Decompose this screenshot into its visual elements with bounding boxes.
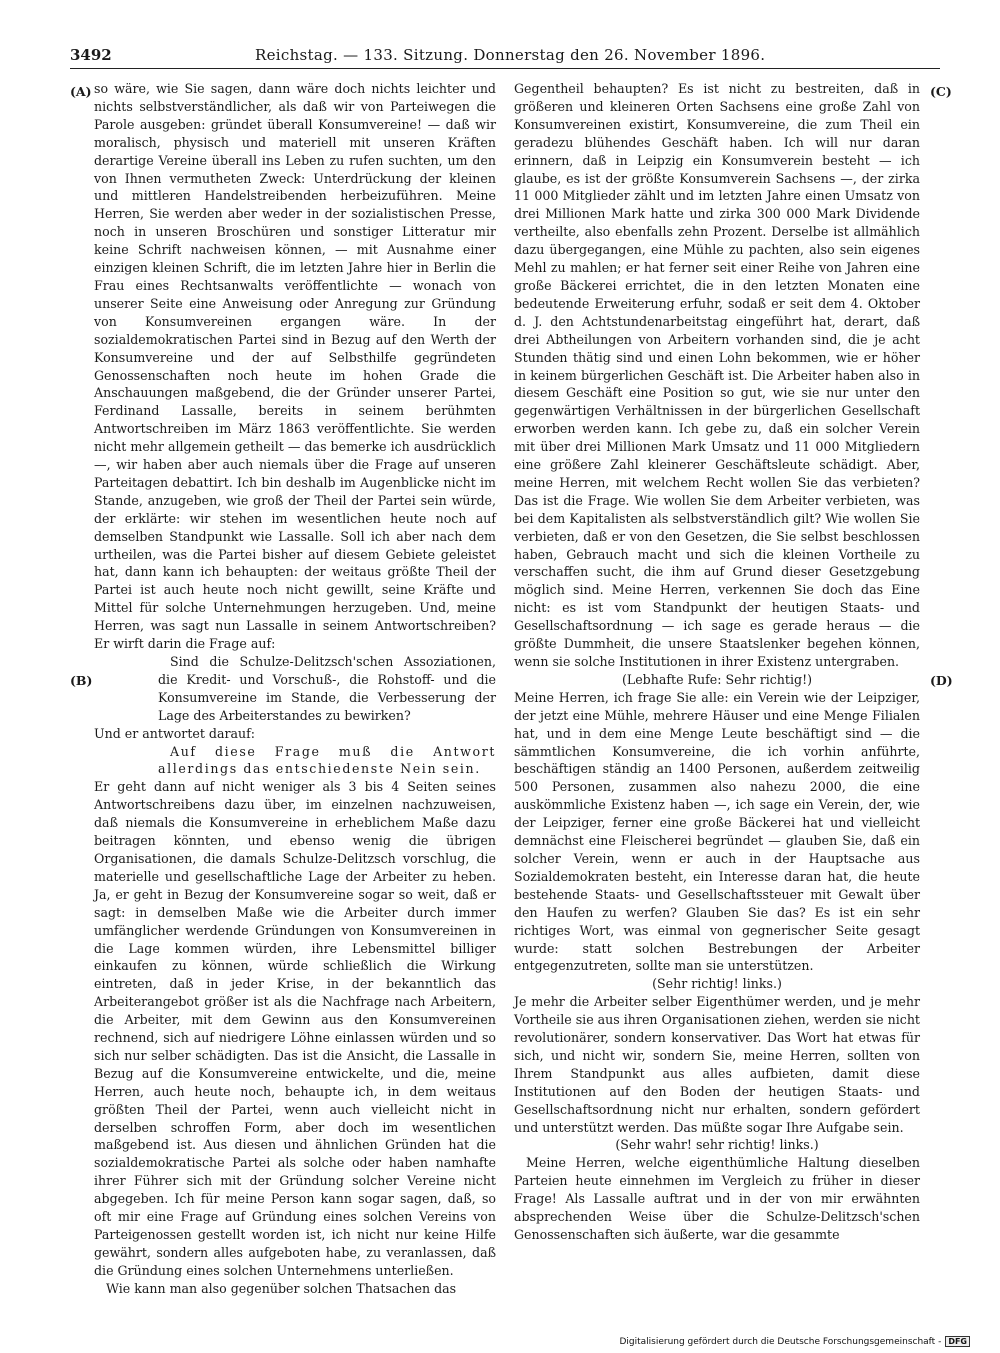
footer <box>619 1336 970 1347</box>
page-header <box>70 44 940 69</box>
page-title: Reichstag. — 133. Sitzung. Donnerstag den 26. November 1896. <box>255 46 766 64</box>
interjection: (Sehr richtig! links.) <box>652 976 782 992</box>
left-column <box>94 80 496 1298</box>
interjection: (Sehr wahr! sehr richtig! links.) <box>615 1137 819 1153</box>
paragraph: Er geht dann auf nicht weniger als 3 bis 4 Seiten seines Antwortschreibens dazu über, im einzelnen nachzuweisen, daß niemals die Konsumvereine in erheblichem Maße dazu beitragen könnten, und ebenso wenig die übrigen Organisationen, die damals Schulze-Delitzsch vorschlug, die materielle und gesellschaftliche Lage der Arbeiter zu heben. Ja, er geht in Bezug der Konsumvereine sogar so weit, daß er sagt: in demselben Maße wie die Arbeiter durch immer umfänglicher werdende Gründungen von Konsumvereinen in die Lage kommen würden, ihre Lebensmittel billiger einkaufen zu können, würde schließlich die Wirkung eintreten, daß in jeder Krise, in der bekanntlich das Arbeiterangebot größer ist als die Nachfrage nach Arbeitern, die Arbeiter, mit dem Gewinn aus den Konsumvereinen rechnend, sich auf niedrigere Löhne einlassen würden und so sich nur selber schädigten. Das ist die Ansicht, die Lassalle in Bezug auf die Konsumvereine entwickelte, und die, meine Herren, auch heute noch, behaupte ich, in dem weitaus größten Theil der Partei, wenn auch vielleicht nicht in derselben schroffen Form, aber doch im wesentlichen maßgebend ist. Aus diesen und ähnlichen Gründen hat die sozialdemokratische Partei als solche oder haben namhafte ihrer Führer sich mit der Gründung solcher Vereine nicht abgegeben. Ich für meine Person kann sogar sagen, daß, so oft mir eine Frage auf Gründung eines solchen Vereins von Parteigenossen gestellt worden ist, ich nicht nur keine Hilfe gewährt, sondern alles aufgeboten habe, zu veranlassen, daß die Gründung eines solchen Unternehmens unterließen. <box>94 779 496 1278</box>
dfg-logo-icon: DFG <box>945 1336 970 1347</box>
quote: Sind die Schulze-Delitzsch'schen Assoziationen, die Kredit- und Vorschuß-, die Rohstoff- und die Konsumvereine im Stande, die Verbesserung der Lage des Arbeiterstandes zu bewirken? <box>158 654 496 723</box>
paragraph: Gegentheil behaupten? Es ist nicht zu bestreiten, daß in größeren und kleineren Orten Sachsens eine große Zahl von Konsumvereinen existirt, Konsumvereine, die zum Theil ein geradezu blühendes Geschäft haben. Ich will nur daran erinnern, daß in Leipzig ein Konsumverein besteht — ich glaube, es ist der größte Konsumverein Sachsens —, der zirka 11 000 Mitglieder zählt und im letzten Jahre einen Umsatz von drei Millionen Mark hatte und zirka 300 000 Mark Dividende vertheilte, also ebenfalls zehn Prozent. Derselbe ist allmählich dazu übergegangen, eine Mühle zu pachten, also sein eigenes Mehl zu mahlen; er hat ferner seit einer Reihe von Jahren eine große Bäckerei errichtet, die in den letzten Monaten eine bedeutende Erweiterung erfuhr, sodaß er seit dem 4. Oktober d. J. den Achtstundenarbeitstag eingeführt hat, derart, daß drei Abtheilungen von Arbeitern vorhanden sind, die je acht Stunden thätig sind und einen Lohn bekommen, wie er höher in keinem bürgerlichen Geschäft ist. Die Arbeiter haben also in diesem Geschäft eine Position so gut, wie sie nur unter den gegenwärtigen Verhältnissen in der bürgerlichen Gesellschaft erworben werden kann. Ich gebe zu, daß ein solcher Verein mit über drei Millionen Mark Umsatz und 11 000 Mitgliedern eine größere Zahl kleinerer Geschäftsleute schädigt. Aber, meine Herren, mit welchem Recht wollen Sie das verbieten? Das ist die Frage. Wie wollen Sie dem Arbeiter verbieten, was bei dem Kapitalisten als selbstverständlich gilt? Wie wollen Sie verbieten, daß er von den Gesetzen, die Sie selbst beschlossen haben, Gebrauch macht und sich die kleinen Vortheile zu verschaffen sucht, die ihm auf Grund dieser Gesetzgebung möglich sind. Meine Herren, verkennen Sie doch das Eine nicht: es ist vom Standpunkt der heutigen Staats- und Gesellschaftsordnung — ich sage es gerade heraus — die größte Dummheit, die unsere Staatslenker begehen können, wenn sie solche Institutionen in ihrer Existenz untergraben. <box>514 81 920 669</box>
paragraph: Meine Herren, welche eigenthümliche Haltung dieselben Parteien heute einnehmen im Vergleich zu früher in dieser Frage! Als Lassalle auftrat und in der von mir erwähnten absprechenden Weise über die Schulze-Delitzsch'schen Genossenschaften sich äußerte, war die gesammte <box>514 1155 920 1242</box>
paragraph: so wäre, wie Sie sagen, dann wäre doch nichts leichter und nichts selbstverständlicher, als daß wir von Parteiwegen die Parole ausgeben: gründet überall Konsumvereine! — daß wir moralisch, physisch und materiell mit unseren Kräften derartige Vereine überall ins Leben zu rufen suchten, um den von Ihnen vermutheten Zweck: Unterdrückung der kleinen und mittleren Handelstreibenden herbeizuführen. Meine Herren, Sie werden aber weder in der sozialistischen Presse, noch in unseren Broschüren und sonstiger Litteratur mir keine Schrift nachweisen können, — mit Ausnahme einer einzigen kleinen Schrift, die im letzten Jahre hier in Berlin die Frau eines Rechtsanwalts veröffentlichte — wonach von unserer Seite eine Anweisung oder Anregung zur Gründung von Konsumvereinen ergangen wäre. In der sozialdemokratischen Partei sind in Bezug auf den Werth der Konsumvereine und der auf Selbsthilfe gegründeten Genossenschaften noch heute im hohen Grade die Anschauungen maßgebend, die der Gründer unserer Partei, Ferdinand Lassalle, bereits in seinem berühmten Antwortschreiben im März 1863 veröffentlichte. Sie werden nicht mehr allgemein getheilt — das bemerke ich ausdrücklich —, wir haben aber auch niemals über die Frage auf unseren Parteitagen debattirt. Ich bin deshalb im Augenblicke nicht im Stande, anzugeben, wie groß der Theil der Partei sein würde, der erklärte: wir stehen im wesentlichen heute noch auf demselben Standpunkt wie Lassalle. Soll ich aber nach dem urtheilen, was die Partei bisher auf diesem Gebiete geleistet hat, dann kann ich behaupten: der weitaus größte Theil der Partei ist auch heute noch nicht gewillt, seine Kräfte und Mittel für solche Unternehmungen herzugeben. Und, meine Herren, was sagt nun Lassalle in seinem Antwortschreiben? Er wirft darin die Frage auf: <box>94 81 496 652</box>
right-column <box>514 80 920 1244</box>
paragraph: Meine Herren, ich frage Sie alle: ein Verein wie der Leipziger, der jetzt eine Mühle, mehrere Häuser und eine Menge Filialen hat, und in dem eine Menge Leute beschäftigt sind — die sämmtlichen Konsumvereine, die ich vorhin anführte, beschäftigen ständig an 1400 Personen, außerdem zeitweilig 500 Personen, zusammen also nahezu 2000, die eine auskömmliche Existenz haben —, ich sage ein Verein, der, wie der Leipziger, ferner eine große Bäckerei hat und vielleicht demnächst eine Fleischerei begründet — glauben Sie, daß ein solcher Verein, wenn er auch in der Hauptsache aus Sozialdemokraten besteht, ein Interesse daran hat, die heute bestehende Staats- und Gesellschaftssteuer mit Gewalt über den Haufen zu werfen? Glauben Sie das? Es ist ein sehr richtiges Wort, was einmal von gegnerischer Seite gesagt wurde: statt solchen Bestrebungen der Arbeiter entgegenzutreten, sollte man sie unterstützen. <box>514 689 920 974</box>
margin-marker-d: (D) <box>930 673 953 688</box>
interjection: (Lebhafte Rufe: Sehr richtig!) <box>621 671 813 687</box>
paragraph: Wie kann man also gegenüber solchen Thatsachen das <box>106 1280 457 1296</box>
quote: Auf diese Frage muß die Antwort allerdings das entschiedenste Nein sein. <box>158 743 496 777</box>
footer-text: Digitalisierung gefördert durch die Deutsche Forschungsgemeinschaft - <box>619 1336 942 1347</box>
paragraph: Je mehr die Arbeiter selber Eigenthümer werden, und je mehr Vortheile sie aus ihren Organisationen ziehen, werden sie nicht revolutionärer, sondern konservativer. Das Wort hat etwas für sich, und nicht wir, sondern Sie, meine Herren, sollten von Ihrem Standpunkt aus alles aufbieten, damit diese Institutionen auf den Boden der heutigen Staats- und Gesellschaftsordnung nicht nur erhalten, sondern gefördert und unterstützt werden. Das müßte sogar Ihre Aufgabe sein. <box>514 994 920 1135</box>
margin-marker-b: (B) <box>70 673 93 688</box>
paragraph: Und er antwortet darauf: <box>94 725 256 741</box>
margin-marker-c: (C) <box>930 84 952 99</box>
page-number: 3492 <box>70 46 112 64</box>
margin-marker-a: (A) <box>70 84 92 99</box>
